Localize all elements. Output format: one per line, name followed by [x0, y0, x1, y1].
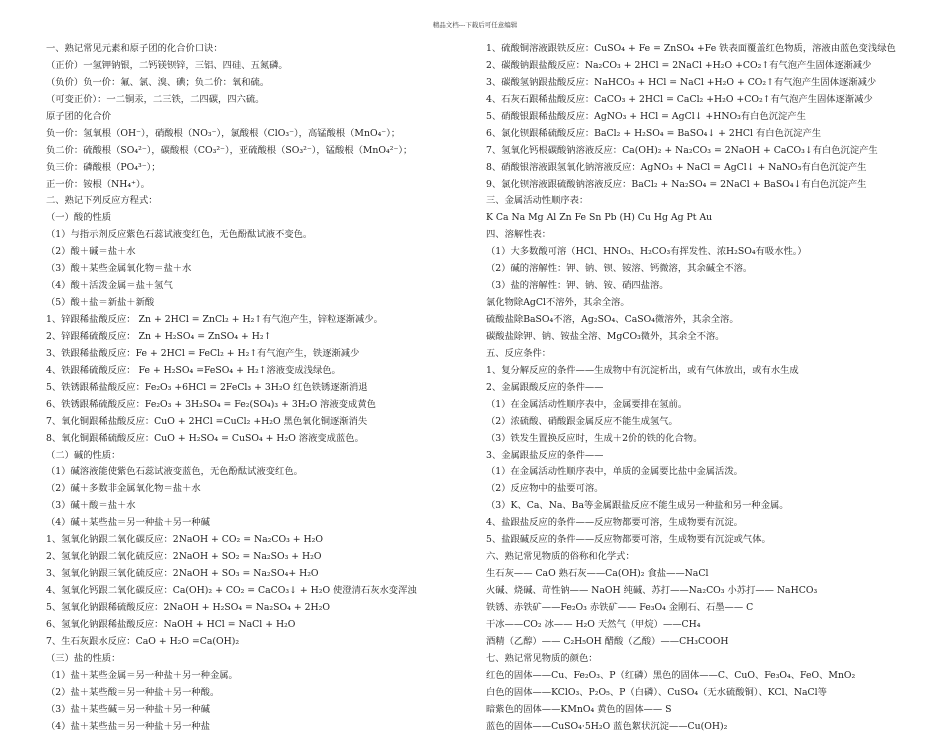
text-line: 六、熟记常见物质的俗称和化学式： — [486, 549, 926, 566]
text-line: 6、氢氧化钠跟稀盐酸反应：NaOH + HCl = NaCl + H₂O — [46, 617, 456, 634]
right-column — [486, 41, 926, 735]
text-line: 1、硫酸铜溶液跟铁反应：CuSO₄ + Fe = ZnSO₄ +Fe 铁表面覆盖红色物质，溶液由蓝色变浅绿色 — [486, 41, 926, 58]
text-line: 8、氧化铜跟稀硫酸反应：CuO + H₂SO₄ = CuSO₄ + H₂O 溶液变成蓝色。 — [46, 431, 456, 448]
text-line: 生石灰—— CaO 熟石灰——Ca(OH)₂ 食盐——NaCl — [486, 566, 926, 583]
text-line: 8、硝酸银溶液跟氢氧化钠溶液反应：AgNO₃ + NaCl = AgCl↓ + NaNO₃有白色沉淀产生 — [486, 160, 926, 177]
text-line: （1）大多数酸可溶（HCl、HNO₃、H₂CO₃有挥发性、浓H₂SO₄有吸水性。） — [486, 244, 926, 261]
text-line: 碳酸盐除钾、钠、铵盐全溶、MgCO₃微外，其余全不溶。 — [486, 329, 926, 346]
text-line: 一、熟记常见元素和原子团的化合价口诀： — [46, 41, 456, 58]
text-line: 1、复分解反应的条件——生成物中有沉淀析出，或有气体放出，或有水生成 — [486, 363, 926, 380]
text-line: 7、氢氧化钙根碳酸钠溶液反应：Ca(OH)₂ + Na₂CO₃ = 2NaOH + CaCO₃↓有白色沉淀产生 — [486, 143, 926, 160]
text-line: 2、锌跟稀硫酸反应： Zn + H₂SO₄ = ZnSO₄ + H₂↑ — [46, 329, 456, 346]
text-line: 3、碳酸氢钠跟盐酸反应：NaHCO₃ + HCl = NaCl +H₂O + CO₂↑有气泡产生固体逐渐减少 — [486, 75, 926, 92]
text-line: （2）反应物中的盐要可溶。 — [486, 481, 926, 498]
text-line: 1、锌跟稀盐酸反应： Zn + 2HCl = ZnCl₂ + H₂↑有气泡产生，锌粒逐渐减少。 — [46, 312, 456, 329]
text-line: 酒精（乙醇）—— C₂H₅OH 醋酸（乙酸）——CH₃COOH — [486, 634, 926, 651]
text-line: （2）浓硫酸、硝酸跟金属反应不能生成氢气。 — [486, 414, 926, 431]
text-line: 5、盐跟碱反应的条件——反应物都要可溶，生成物要有沉淀或气体。 — [486, 532, 926, 549]
text-line: 七、熟记常见物质的颜色： — [486, 651, 926, 668]
text-line: 7、生石灰跟水反应：CaO + H₂O =Ca(OH)₂ — [46, 634, 456, 651]
text-line: 4、铁跟稀硫酸反应： Fe + H₂SO₄ =FeSO₄ + H₂↑溶液变成浅绿色。 — [46, 363, 456, 380]
text-line: 9、氯化钡溶液跟硫酸钠溶液反应：BaCl₂ + Na₂SO₄ = 2NaCl + BaSO₄↓有白色沉淀产生 — [486, 177, 926, 194]
text-line: （2）盐＋某些酸＝另一种盐＋另一种酸。 — [46, 685, 456, 702]
page-header: 精品文档---下载后可任意编辑 — [0, 20, 950, 29]
text-line: （3）碱＋酸＝盐＋水 — [46, 498, 456, 515]
text-line: 白色的固体——KClO₃、P₂O₅、P（白磷）、CuSO₄（无水硫酸铜）、KCl、NaCl等 — [486, 685, 926, 702]
text-line: （1）碱溶液能使紫色石蕊试液变蓝色，无色酚酞试液变红色。 — [46, 464, 456, 481]
text-line: 1、氢氧化钠跟二氧化碳反应：2NaOH + CO₂ = Na₂CO₃ + H₂O — [46, 532, 456, 549]
text-line: （2）碱＋多数非金属氧化物＝盐＋水 — [46, 481, 456, 498]
text-line: 二、熟记下列反应方程式： — [46, 193, 456, 210]
text-line: （3）K、Ca、Na、Ba等金属跟盐反应不能生成另一种盐和另一种金属。 — [486, 498, 926, 515]
text-line: 3、金属跟盐反应的条件—— — [486, 448, 926, 465]
text-line: 红色的固体——Cu、Fe₂O₃、P（红磷）黑色的固体——C、CuO、Fe₃O₄、FeO、MnO₂ — [486, 668, 926, 685]
text-line: 7、氧化铜跟稀盐酸反应：CuO + 2HCl =CuCl₂ +H₂O 黑色氧化铜逐渐消失 — [46, 414, 456, 431]
text-line: 6、铁锈跟稀硫酸反应：Fe₂O₃ + 3H₂SO₄ = Fe₂(SO₄)₃ + 3H₂O 溶液变成黄色 — [46, 397, 456, 414]
text-line: （4）酸＋活泼金属＝盐＋氢气 — [46, 278, 456, 295]
text-line: （3）铁发生置换反应时，生成＋2价的铁的化合物。 — [486, 431, 926, 448]
text-line: （二）碱的性质： — [46, 448, 456, 465]
text-line: （2）碱的溶解性：钾、钠、钡、铵溶、钙微溶，其余碱全不溶。 — [486, 261, 926, 278]
text-line: 五、反应条件： — [486, 346, 926, 363]
text-line: （负价）负一价：氟、氯、溴、碘；负二价：氧和硫。 — [46, 75, 456, 92]
text-line: 氯化物除AgCl不溶外，其余全溶。 — [486, 295, 926, 312]
text-line: （4）碱＋某些盐＝另一种盐＋另一种碱 — [46, 515, 456, 532]
text-line: 2、金属跟酸反应的条件—— — [486, 380, 926, 397]
text-line: 负二价：硫酸根（SO₄²⁻），碳酸根（CO₃²⁻），亚硫酸根（SO₃²⁻），锰酸根（MnO₄²⁻）； — [46, 143, 456, 160]
text-line: （3）酸＋某些金属氧化物＝盐＋水 — [46, 261, 456, 278]
text-line: （4）盐＋某些盐＝另一种盐＋另一种盐 — [46, 719, 456, 735]
text-line: 原子团的化合价 — [46, 109, 456, 126]
text-line: （3）盐＋某些碱＝另一种盐＋另一种碱 — [46, 702, 456, 719]
text-line: （1）与指示剂反应紫色石蕊试液变红色，无色酚酞试液不变色。 — [46, 227, 456, 244]
text-line: 3、氢氧化钠跟三氧化硫反应：2NaOH + SO₃ = Na₂SO₄+ H₂O — [46, 566, 456, 583]
text-line: 4、氢氧化钙跟二氧化碳反应：Ca(OH)₂ + CO₂ = CaCO₃↓ + H₂O 使澄清石灰水变浑浊 — [46, 583, 456, 600]
text-line: 6、氯化钡跟稀硫酸反应：BaCl₂ + H₂SO₄ = BaSO₄↓ + 2HCl 有白色沉淀产生 — [486, 126, 926, 143]
text-line: 3、铁跟稀盐酸反应：Fe + 2HCl = FeCl₂ + H₂↑有气泡产生，铁逐渐减少 — [46, 346, 456, 363]
text-line: （一）酸的性质 — [46, 210, 456, 227]
text-line: （正价）一氢钾钠银，二钙镁钡锌，三铝、四硅、五氮磷。 — [46, 58, 456, 75]
text-line: 4、石灰石跟稀盐酸反应：CaCO₃ + 2HCl = CaCl₂ +H₂O +CO₂↑有气泡产生固体逐渐减少 — [486, 92, 926, 109]
text-line: 负一价：氢氧根（OH⁻），硝酸根（NO₃⁻），氯酸根（ClO₃⁻），高锰酸根（MnO₄⁻）； — [46, 126, 456, 143]
text-line: 火碱、烧碱、苛性钠—— NaOH 纯碱、苏打——Na₂CO₃ 小苏打—— NaHCO₃ — [486, 583, 926, 600]
text-line: 暗紫色的固体——KMnO₄ 黄色的固体—— S — [486, 702, 926, 719]
text-line: （5）酸＋盐＝新盐＋新酸 — [46, 295, 456, 312]
text-line: 蓝色的固体——CuSO₄·5H₂O 蓝色絮状沉淀——Cu(OH)₂ — [486, 719, 926, 735]
text-line: 正一价：铵根（NH₄⁺）。 — [46, 177, 456, 194]
text-line: （三）盐的性质： — [46, 651, 456, 668]
text-line: 5、硝酸银跟稀盐酸反应：AgNO₃ + HCl = AgCl↓ +HNO₃有白色沉淀产生 — [486, 109, 926, 126]
text-line: 硫酸盐除BaSO₄不溶，Ag₂SO₄、CaSO₄微溶外，其余全溶。 — [486, 312, 926, 329]
text-line: 5、氢氧化钠跟稀硫酸反应：2NaOH + H₂SO₄ = Na₂SO₄ + 2H₂O — [46, 600, 456, 617]
text-line: 2、碳酸钠跟盐酸反应：Na₂CO₃ + 2HCl = 2NaCl +H₂O +CO₂↑有气泡产生固体逐渐减少 — [486, 58, 926, 75]
text-line: （1）盐＋某些金属＝另一种盐＋另一种金属。 — [46, 668, 456, 685]
text-line: （1）在金属活动性顺序表中，单质的金属要比盐中金属活泼。 — [486, 464, 926, 481]
text-line: 4、盐跟盐反应的条件——反应物都要可溶，生成物要有沉淀。 — [486, 515, 926, 532]
text-line: 铁锈、赤铁矿——Fe₂O₃ 赤铁矿—— Fe₃O₄ 金刚石、石墨—— C — [486, 600, 926, 617]
text-line: 四、溶解性表： — [486, 227, 926, 244]
text-line: （可变正价）：一二铜汞，二三铁，二四碳，四六硫。 — [46, 92, 456, 109]
text-line: 三、金属活动性顺序表： — [486, 193, 926, 210]
text-line: 干冰——CO₂ 冰—— H₂O 天然气（甲烷）——CH₄ — [486, 617, 926, 634]
text-line: 负三价：磷酸根（PO₄³⁻）； — [46, 160, 456, 177]
text-line: （3）盐的溶解性：钾、钠、铵、硝四盐溶。 — [486, 278, 926, 295]
text-line: （1）在金属活动性顺序表中，金属要排在氢前。 — [486, 397, 926, 414]
text-line: （2）酸＋碱＝盐＋水 — [46, 244, 456, 261]
text-line: K Ca Na Mg Al Zn Fe Sn Pb (H) Cu Hg Ag Pt Au — [486, 210, 926, 227]
text-line: 5、铁锈跟稀盐酸反应：Fe₂O₃ +6HCl = 2FeCl₃ + 3H₂O 红色铁锈逐渐消退 — [46, 380, 456, 397]
left-column — [46, 41, 456, 735]
text-line: 2、氢氧化钠跟二氧化硫反应：2NaOH + SO₂ = Na₂SO₃ + H₂O — [46, 549, 456, 566]
